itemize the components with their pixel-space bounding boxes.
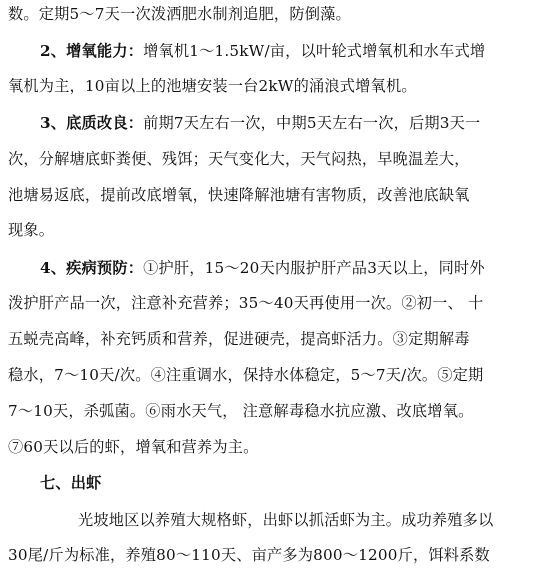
line-text: 现象。 xyxy=(8,221,55,239)
line-text: 氧机为主，10亩以上的池塘安装一台2kW的涌浪式增氧机。 xyxy=(8,77,417,95)
paragraph-line xyxy=(8,365,553,385)
line-text: 池塘易返底，提前改底增氧，快速降解池塘有害物质，改善池底缺氧 xyxy=(8,186,470,204)
section-heading: 4、疾病预防： xyxy=(40,259,144,277)
line-text: 前期7天左右一次，中期5天左右一次，后期3天一 xyxy=(143,114,481,132)
line-text: ⑦60天以后的虾，增氧和营养为主。 xyxy=(8,438,259,456)
paragraph-line xyxy=(8,293,553,313)
line-text: 次，分解塘底虾粪便、残饵；天气变化大，天气闷热，早晚温差大， xyxy=(8,150,470,168)
paragraph-line xyxy=(8,545,553,565)
line-text: 稳水，7～10天/次。④注重调水，保持水体稳定，5～7天/次。⑤定期 xyxy=(8,366,484,384)
section-heading-line xyxy=(40,41,553,61)
line-text: 泼护肝产品一次，注意补充营养；35～40天再使用一次。②初一、 十 xyxy=(8,294,484,312)
section-heading-line xyxy=(40,113,553,133)
paragraph-line xyxy=(8,185,553,205)
paragraph-line xyxy=(8,401,553,421)
line-text: 增氧机1～1.5kW/亩，以叶轮式增氧机和水车式增 xyxy=(143,42,486,60)
paragraph-line xyxy=(8,4,553,24)
chapter-heading: 七、出虾 xyxy=(40,474,102,492)
paragraph-line xyxy=(8,76,553,96)
line-text: 7～10天，杀弧菌。⑥雨水天气， 注意解毒稳水抗应激、改底增氧。 xyxy=(8,402,474,420)
paragraph-line xyxy=(8,329,553,349)
line-text: 光坡地区以养殖大规格虾，出虾以抓活虾为主。成功养殖多以 xyxy=(78,511,494,529)
line-text: 五蜕壳高峰，补充钙质和营养，促进硬壳，提高虾活力。③定期解毒 xyxy=(8,330,470,348)
line-text: 30尾/斤为标准，养殖80～110天、亩产多为800～1200斤，饵料系数 xyxy=(8,546,490,564)
paragraph-line xyxy=(8,149,553,169)
line-text: ①护肝，15～20天内服护肝产品3天以上，同时外 xyxy=(143,259,485,277)
section-heading-line xyxy=(40,258,553,278)
line-text: 数。定期5～7天一次泼洒肥水制剂追肥，防倒藻。 xyxy=(8,5,351,23)
section-heading: 3、底质改良： xyxy=(40,114,144,132)
chapter-heading-line xyxy=(40,473,553,493)
section-heading: 2、增氧能力： xyxy=(40,42,144,60)
paragraph-line xyxy=(8,220,553,240)
paragraph-line xyxy=(8,437,553,457)
paragraph-line xyxy=(78,510,553,530)
